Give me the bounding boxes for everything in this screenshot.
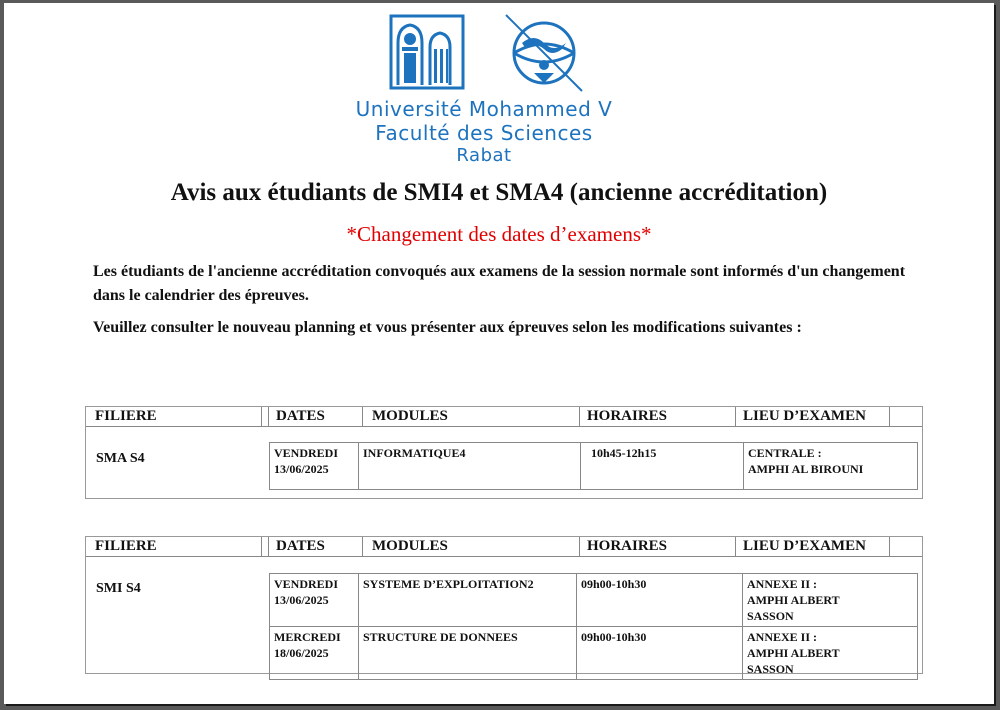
header-dates: DATES xyxy=(276,538,325,554)
exam-module: INFORMATIQUE4 xyxy=(359,443,581,490)
city-name: Rabat xyxy=(456,145,512,166)
exam-table-smi xyxy=(85,536,923,674)
header-horaires: HORAIRES xyxy=(587,538,668,554)
faculty-name: Faculté des Sciences xyxy=(375,121,593,145)
header-lieu: LIEU D’EXAMEN xyxy=(743,538,866,554)
exam-date: VENDREDI 13/06/2025 xyxy=(270,574,359,627)
notice-subtitle: *Changement des dates d’examens* xyxy=(346,222,652,246)
faculty-logo xyxy=(388,13,470,93)
table-row xyxy=(270,627,918,680)
header-filiere: FILIERE xyxy=(95,408,157,424)
university-name: Université Mohammed V xyxy=(355,97,613,121)
notice-title: Avis aux étudiants de SMI4 et SMA4 (ancienne accréditation) xyxy=(170,179,828,206)
exam-lieu: ANNEXE II : AMPHI ALBERT SASSON xyxy=(743,627,918,680)
exam-rows-table xyxy=(269,442,918,490)
table-header-row xyxy=(86,407,922,427)
exam-date: MERCREDI 18/06/2025 xyxy=(270,627,359,680)
header-modules: MODULES xyxy=(372,538,448,554)
exam-rows-table xyxy=(269,573,918,680)
header-filiere: FILIERE xyxy=(95,538,157,554)
exam-horaire: 09h00-10h30 xyxy=(577,574,743,627)
header-dates: DATES xyxy=(276,408,325,424)
filiere-value: SMA S4 xyxy=(96,451,145,466)
notice-paragraph-2: Veuillez consulter le nouveau planning et vous présenter aux épreuves selon les modifications suivantes : xyxy=(93,319,802,336)
exam-lieu: CENTRALE : AMPHI AL BIROUNI xyxy=(744,443,918,490)
exam-module: STRUCTURE DE DONNEES xyxy=(359,627,577,680)
header-modules: MODULES xyxy=(372,408,448,424)
header-lieu: LIEU D’EXAMEN xyxy=(743,408,866,424)
table-row xyxy=(270,574,918,627)
table-row xyxy=(270,443,918,490)
exam-horaire: 09h00-10h30 xyxy=(577,627,743,680)
notice-paragraph-1: Les étudiants de l'ancienne accréditation convoqués aux examens de la session normale sont informés d'un changement dans le calendrier des épreuves. xyxy=(93,263,906,304)
document-page xyxy=(4,3,994,704)
exam-date: VENDREDI 13/06/2025 xyxy=(270,443,359,490)
exam-module: SYSTEME D’EXPLOITATION2 xyxy=(359,574,577,627)
science-emblem-logo xyxy=(504,13,584,93)
exam-lieu: ANNEXE II : AMPHI ALBERT SASSON xyxy=(743,574,918,627)
exam-horaire: 10h45-12h15 xyxy=(581,443,744,490)
table-header-row xyxy=(86,537,922,557)
header-horaires: HORAIRES xyxy=(587,408,668,424)
exam-table-sma xyxy=(85,406,923,499)
filiere-value: SMI S4 xyxy=(96,581,141,596)
